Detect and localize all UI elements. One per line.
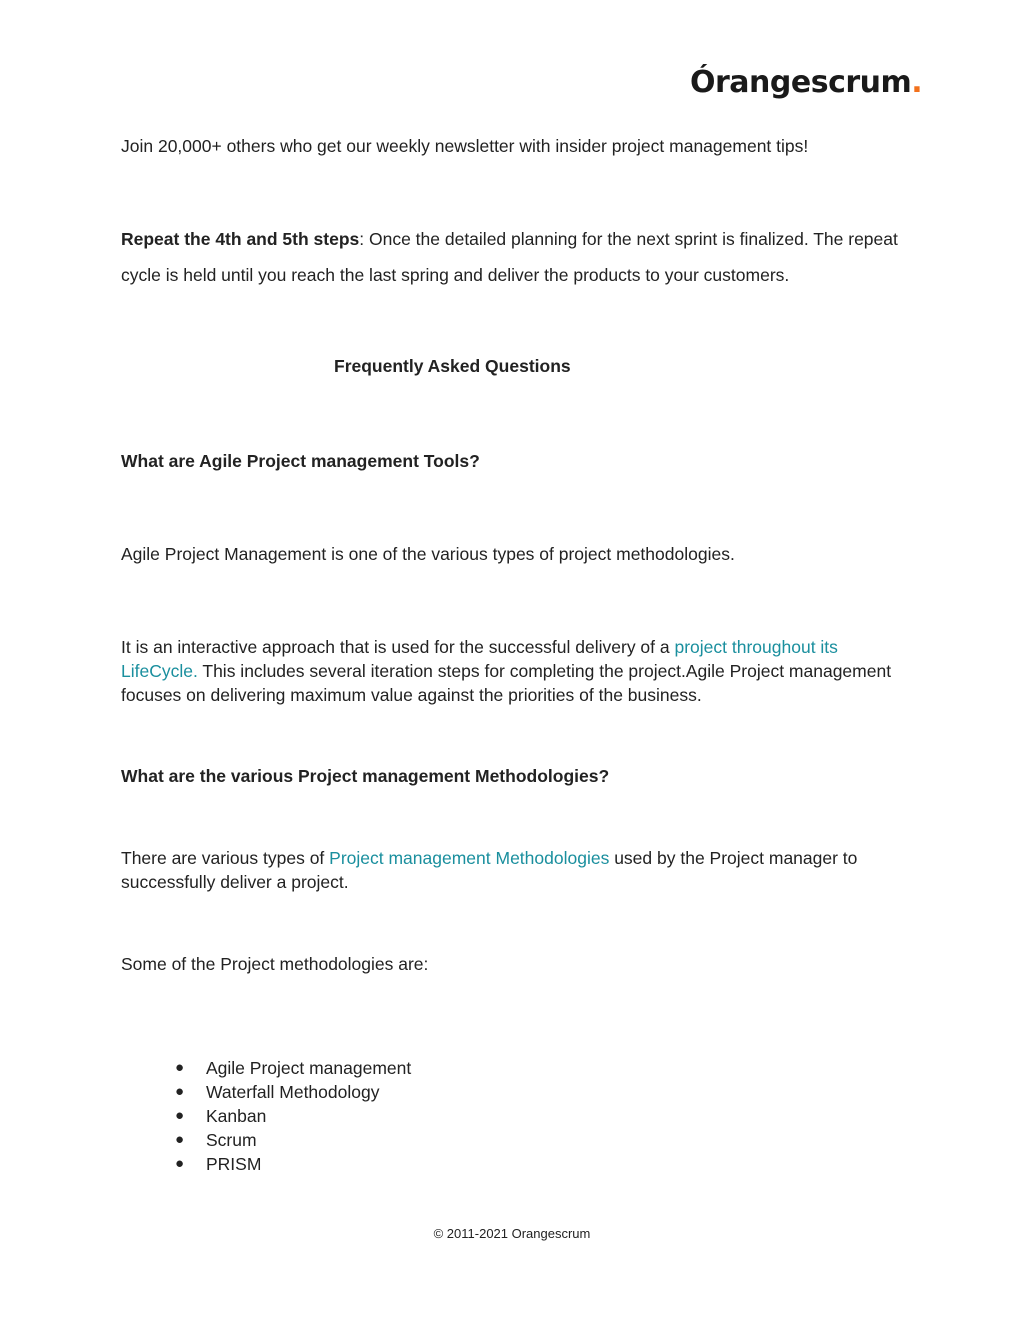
list-item bbox=[175, 1128, 411, 1152]
list-item bbox=[175, 1056, 411, 1080]
repeat-step-paragraph bbox=[121, 221, 911, 293]
faq-title: Frequently Asked Questions bbox=[334, 356, 571, 376]
repeat-step-heading: Repeat the 4th and 5th steps bbox=[121, 229, 360, 249]
bullet-icon: ● bbox=[175, 1083, 185, 1100]
bullet-icon: ● bbox=[175, 1131, 185, 1148]
list-item bbox=[175, 1152, 411, 1176]
project-lifecycle-link[interactable]: project throughout its LifeCycle. bbox=[121, 637, 838, 681]
list-item bbox=[175, 1080, 411, 1104]
answer-methodologies-start: There are various types of bbox=[121, 848, 330, 868]
logo-text: Órangescrum bbox=[690, 65, 912, 100]
answer-agile-detail-start: It is an interactive approach that is used for the successful delivery of a bbox=[121, 637, 675, 657]
answer-agile-detail bbox=[121, 635, 911, 707]
bullet-icon: ● bbox=[175, 1059, 185, 1076]
bullet-icon: ● bbox=[175, 1155, 185, 1172]
logo-dot: . bbox=[911, 65, 923, 100]
newsletter-text: Join 20,000+ others who get our weekly newsletter with insider project management tips! bbox=[121, 136, 809, 156]
methodologies-link[interactable]: Project management Methodologies bbox=[329, 848, 610, 868]
list-item-label: Kanban bbox=[206, 1106, 267, 1126]
answer-agile-intro: Agile Project Management is one of the various types of project methodologies. bbox=[121, 544, 735, 564]
bullet-icon: ● bbox=[175, 1107, 185, 1124]
list-item-label: Agile Project management bbox=[206, 1058, 412, 1078]
answer-methodologies-end: used by the Project manager to successfully deliver a project. bbox=[121, 848, 858, 892]
question-methodologies: What are the various Project management Methodologies? bbox=[121, 766, 610, 786]
answer-agile-detail-end: This includes several iteration steps for completing the project.Agile Project management focuses on delivering maximum value against the priorities of the business. bbox=[121, 661, 892, 705]
footer-copyright: © 2011-2021 Orangescrum bbox=[433, 1226, 591, 1241]
repeat-step-text: : Once the detailed planning for the next sprint is finalized. The repeat cycle is held until you reach the last spring and deliver the products to your customers. bbox=[121, 229, 898, 285]
question-agile-tools: What are Agile Project management Tools? bbox=[121, 451, 480, 471]
answer-methodologies bbox=[121, 846, 911, 894]
list-item-label: PRISM bbox=[206, 1154, 262, 1174]
list-item-label: Scrum bbox=[206, 1130, 257, 1150]
methodologies-list bbox=[175, 1056, 411, 1176]
list-item-label: Waterfall Methodology bbox=[206, 1082, 380, 1102]
methodologies-intro: Some of the Project methodologies are: bbox=[121, 954, 429, 974]
orangescrum-logo bbox=[690, 65, 923, 100]
list-item bbox=[175, 1104, 411, 1128]
